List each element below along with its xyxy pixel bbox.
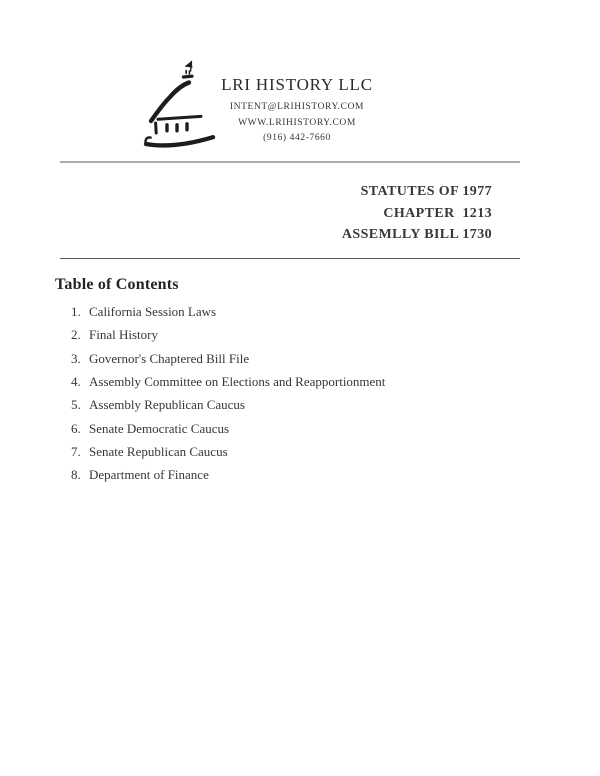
toc-item xyxy=(71,327,531,350)
org-phone: (916) 442-7660 xyxy=(263,133,331,143)
toc-item xyxy=(71,351,531,374)
org-name: LRI HISTORY LLC xyxy=(221,75,373,94)
case-reference xyxy=(60,181,492,246)
toc-item xyxy=(71,467,531,490)
toc-item-number: 6. xyxy=(71,420,81,436)
toc-item-label: California Session Laws xyxy=(89,304,217,319)
toc-item-label: Assembly Committee on Elections and Reapportionment xyxy=(89,374,386,390)
toc-item-label: Senate Democratic Caucus xyxy=(89,420,230,436)
divider-bottom xyxy=(60,258,520,259)
toc-item-number: 3. xyxy=(71,350,81,366)
toc-item-label: Department of Finance xyxy=(89,467,209,483)
toc-item-label: Senate Republican Caucus xyxy=(89,444,228,460)
toc-item-number: 1. xyxy=(71,304,81,319)
toc-item-number: 5. xyxy=(71,397,81,413)
toc-item-label: Assembly Republican Caucus xyxy=(89,397,245,413)
bill-line: ASSEMLLY BILL 1730 xyxy=(341,227,492,243)
divider-top xyxy=(60,161,520,163)
toc-item-number: 7. xyxy=(71,444,81,460)
chapter-line: CHAPTER 1213 xyxy=(383,205,492,221)
toc-item xyxy=(71,304,531,327)
toc-title: Table of Contents xyxy=(55,276,179,293)
toc-item-number: 4. xyxy=(71,374,81,390)
toc-item-number: 2. xyxy=(71,327,81,343)
toc-item xyxy=(71,374,531,397)
toc-item xyxy=(71,444,531,467)
letterhead xyxy=(147,74,447,147)
toc-item xyxy=(71,397,531,420)
toc-item-label: Final History xyxy=(89,327,158,343)
org-email: INTENT@LRIHISTORY.COM xyxy=(229,102,365,112)
org-website: WWW.LRIHISTORY.COM xyxy=(238,117,356,128)
toc-item xyxy=(71,421,531,444)
toc-list xyxy=(71,304,531,491)
toc-item-label: Governor's Chaptered Bill File xyxy=(89,350,250,366)
statutes-line: STATUTES OF 1977 xyxy=(360,184,492,199)
toc-item-number: 8. xyxy=(71,467,81,483)
